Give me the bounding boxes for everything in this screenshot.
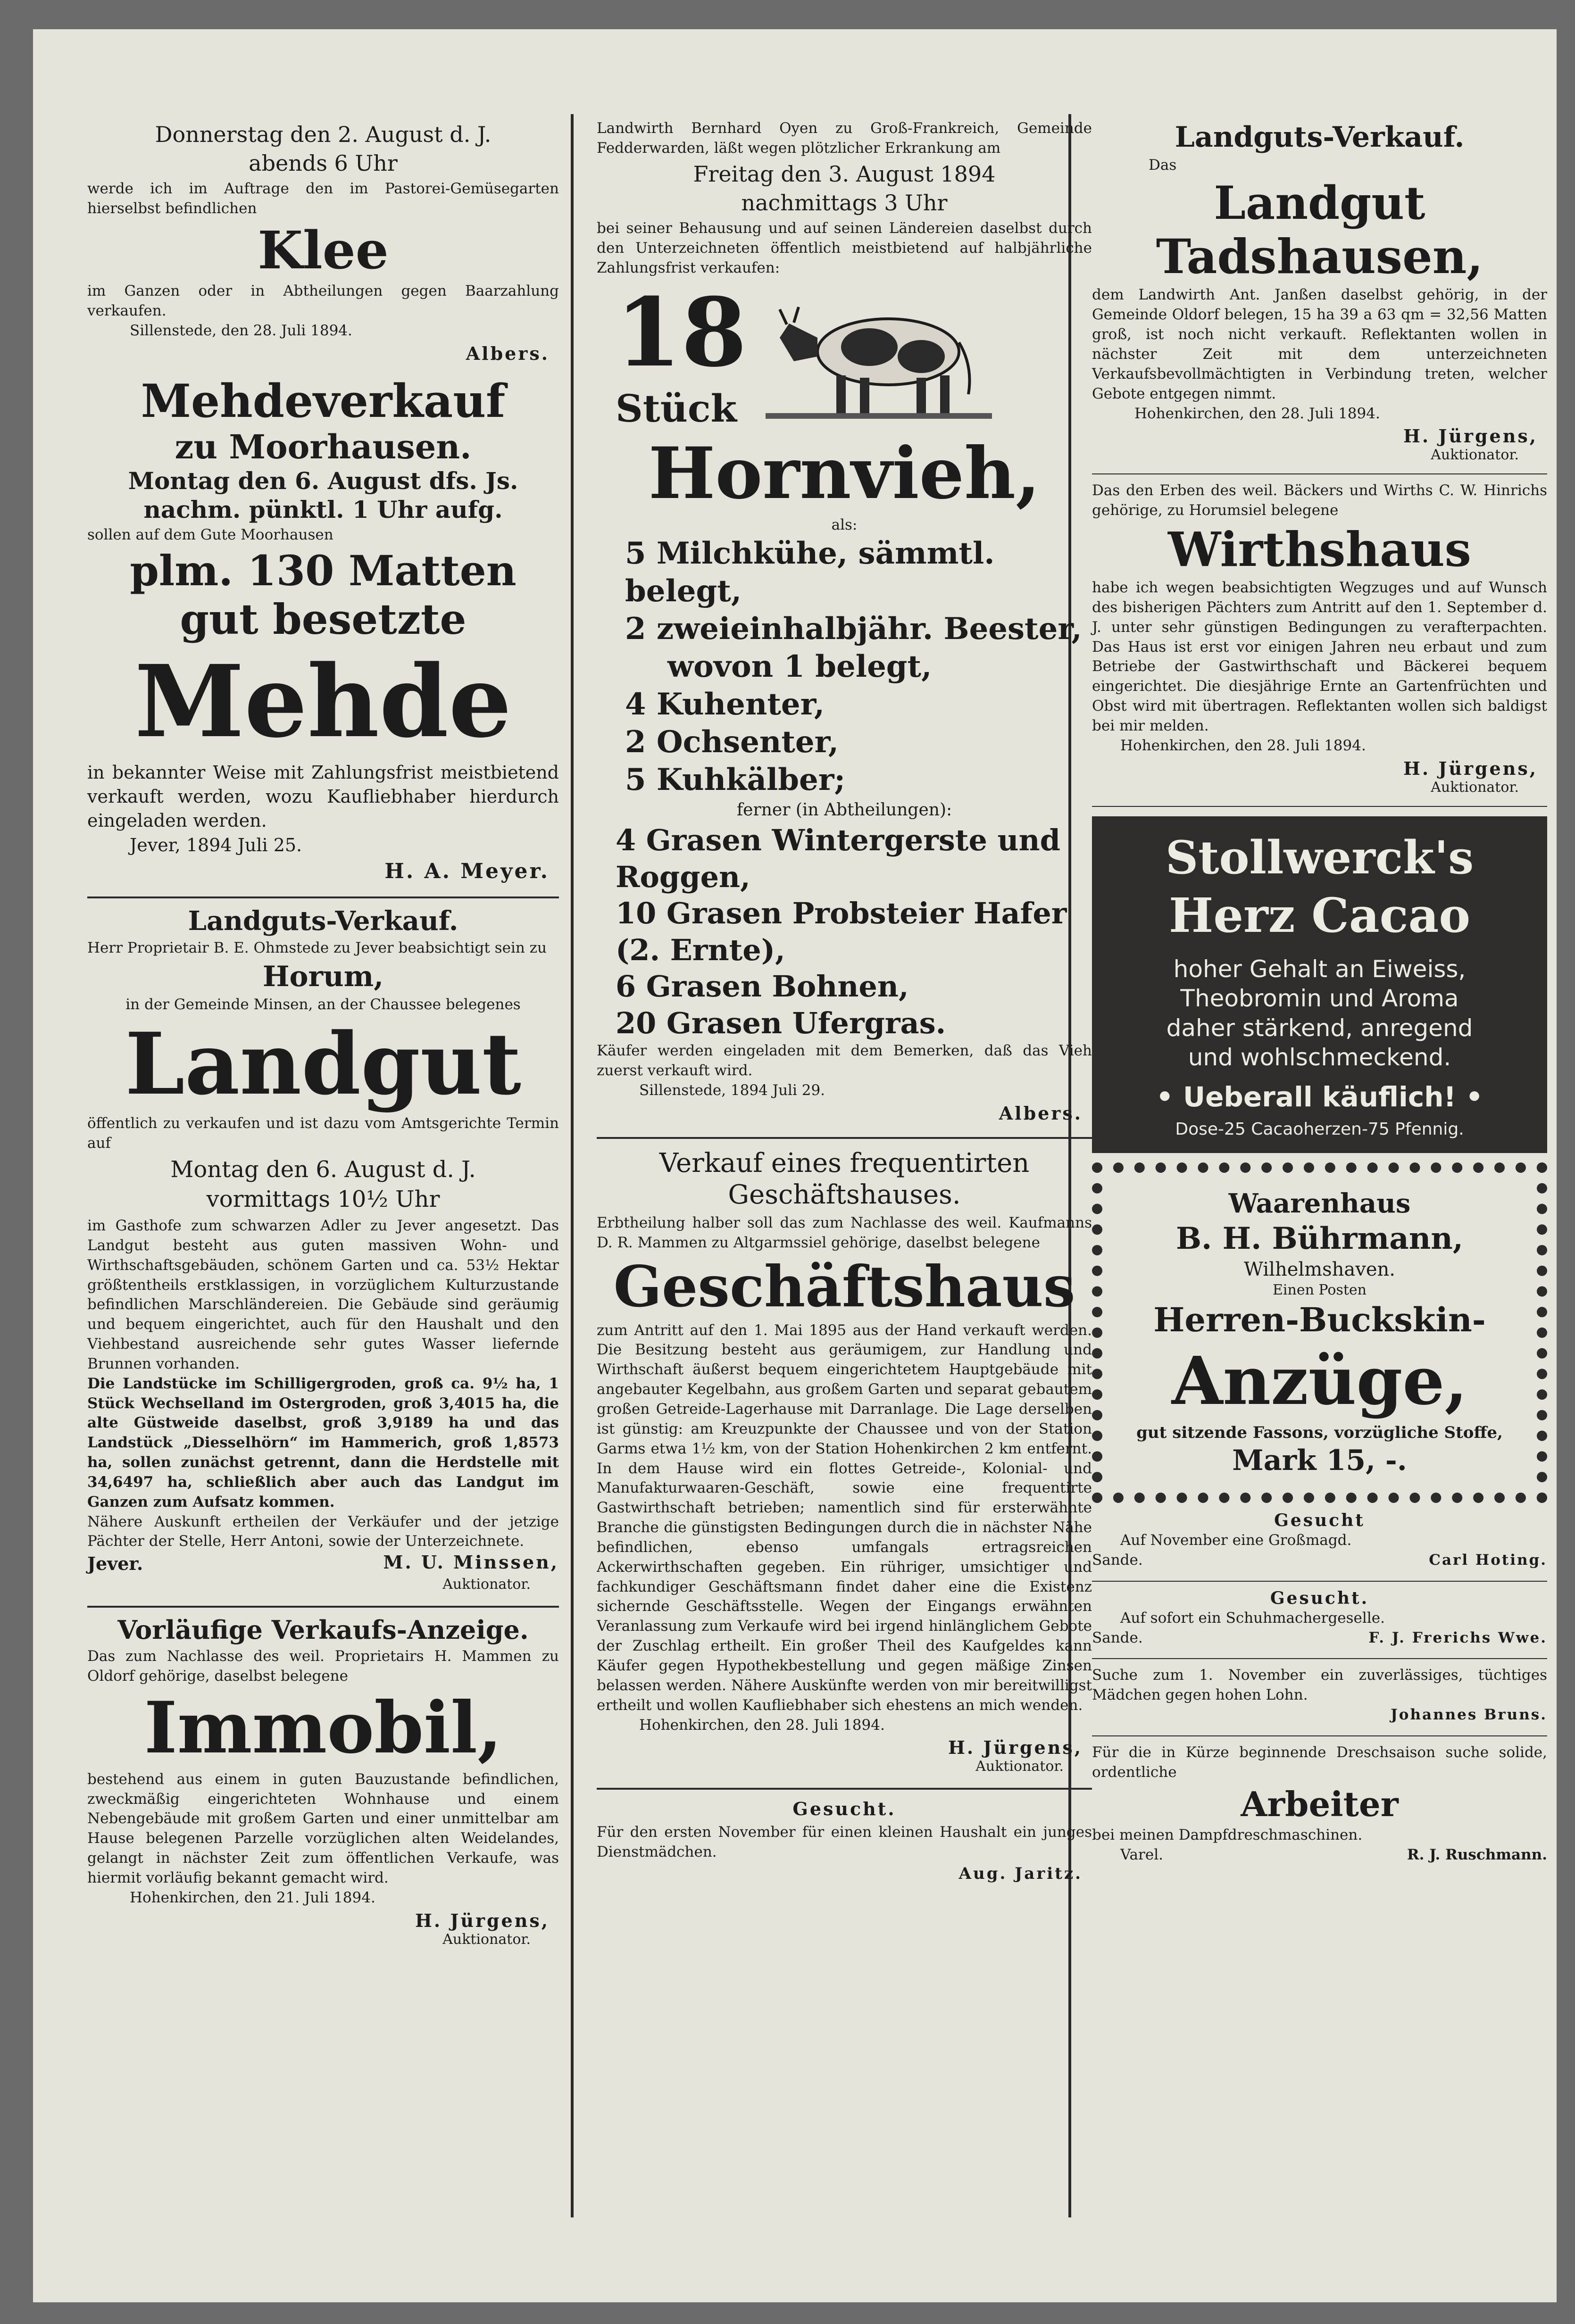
ad-stueck: Stück (616, 386, 737, 431)
ad-head: Landguts-Verkauf. (1175, 121, 1465, 154)
ad-signer: Albers. (466, 342, 550, 364)
ad-head: Gesucht (1274, 1510, 1365, 1530)
ad-date-line: Donnerstag den 2. August d. J. (155, 122, 492, 147)
ad-date-line: Montag den 6. August dfs. Js. (128, 467, 518, 495)
ad-place: Horum, (262, 960, 384, 994)
ad-big-title: Landgut (1214, 176, 1425, 230)
ad-place: Varel. (1120, 1846, 1163, 1863)
ad-place: Sande. (1092, 1551, 1143, 1569)
list-item: 2 zweieinhalbjähr. Beester, (625, 611, 1082, 647)
ad-intro: Das den Erben des weil. Bäckers und Wirths C. W. Hinrichs gehörige, zu Horumsiel belegene (1092, 482, 1547, 519)
ad-line: Herren-Buckskin- (1153, 1300, 1486, 1339)
ad-title: Klee (258, 220, 389, 281)
ad-body: bestehend aus einem in guten Bauzustande befindlichen, zweckmäßig eingerichteten Wohnhause und einem Nebengebäude mit großem Garten und einer unmittelbar am Hause belegenen Parzelle vorzüglichen alten Weidelandes, gelangt in nächster Zeit zum öffentlichen Verkaufe, was hiermit vorläufig bekannt gemacht wird. (87, 1770, 559, 1886)
ad-number: 18 (616, 277, 747, 388)
ad-body: bei seiner Behausung und auf seinen Ländereien daselbst durch den Unterzeichneten öffentlich meistbietend auf halbjährliche Zahlungsfrist verkaufen: (597, 220, 1092, 276)
ad-role: Auktionator. (442, 1931, 531, 1948)
ad-signer: Albers. (999, 1102, 1083, 1124)
list-item: 10 Grasen Probsteier Hafer (2. Ernte), (616, 896, 1067, 967)
ad-date-line: Montag den 6. August d. J. (170, 1156, 476, 1183)
ad-intro: Erbtheilung halber soll das zum Nachlasse des weil. Kaufmanns D. R. Mammen zu Altgarmssiel gehörige, daselbst belegene (597, 1214, 1092, 1251)
ad-big-title: Landgut (125, 1014, 521, 1114)
ad-body: Auf sofort ein Schuhmachergeselle. (1120, 1609, 1385, 1627)
ad-gesucht-dienstmaedchen (597, 1798, 1092, 1883)
ad-tadshausen (1092, 122, 1547, 463)
ad-body: bei meinen Dampfdreschmaschinen. (1092, 1826, 1363, 1843)
ad-gesucht-schuhmacher (1092, 1588, 1547, 1648)
column-rule (571, 114, 574, 2217)
ad-body: dem Landwirth Ant. Janßen daselbst gehörig, in der Gemeinde Oldorf belegen, 15 ha 39 a 63 qm = 32,56 Matten groß, ist noch nicht verkauft. Reflektanten wollen in nächster Zeit mit dem unterzeichneten Verkaufsbevollmächtigten in Verbindung treten, welcher Gebote entgegen nimmt. (1092, 286, 1547, 402)
divider (87, 896, 559, 898)
list-item: 6 Grasen Bohnen, (616, 969, 909, 1004)
list-item: 20 Grasen Ufergras. (616, 1005, 946, 1040)
ad-als: als: (831, 516, 858, 533)
ad-big-title: Arbeiter (1241, 1784, 1399, 1824)
ad-body: Nähere Auskunft ertheilen der Verkäufer und der jetzige Pächter der Stelle, Herr Antoni, sowie der Unterzeichnete. (87, 1513, 559, 1550)
ad-price-line: Dose-25 Cacaoherzen-75 Pfennig. (1175, 1120, 1464, 1139)
ad-signer: Aug. Jaritz. (958, 1864, 1083, 1883)
divider (87, 1606, 559, 1608)
ad-body: Käufer werden eingeladen mit dem Bemerken, daß das Vieh zuerst verkauft wird. (597, 1042, 1092, 1079)
divider (1092, 473, 1547, 474)
ad-date: Sillenstede, den 28. Juli 1894. (130, 322, 352, 339)
list-item: 4 Grasen Wintergerste und Roggen, (616, 823, 1060, 894)
ad-wirthshaus (1092, 481, 1547, 795)
ad-line: Theobromin und Aroma (1180, 985, 1459, 1013)
ad-title: Mehdeverkauf (141, 374, 506, 428)
ad-signer: H. Jürgens, (1403, 425, 1538, 447)
brand-name: Stollwerck's (1165, 830, 1474, 884)
ad-mehdeverkauf (87, 376, 559, 883)
ad-intro: werde ich im Auftrage den im Pastorei-Gemüsegarten hierselbst befindlichen (87, 180, 559, 217)
ad-signer: M. U. Minssen, (383, 1552, 559, 1573)
list-item: 2 Ochsenter, (625, 724, 839, 760)
ad-body: Für den ersten November für einen kleinen Haushalt ein junges Dienstmädchen. (597, 1823, 1092, 1860)
ad-intro: Das zum Nachlasse des weil. Proprietairs H. Mammen zu Oldorf gehörige, daselbst belegene (87, 1648, 559, 1685)
ad-big-title-2: Tadshausen, (1156, 229, 1483, 285)
ad-signer: H. Jürgens, (1403, 757, 1538, 779)
ad-date: Hohenkirchen, den 28. Juli 1894. (1134, 405, 1380, 422)
store-city: Wilhelmshaven. (1243, 1259, 1396, 1281)
ad-price: Mark 15, -. (1232, 1444, 1407, 1477)
divider (597, 1137, 1092, 1139)
divider (1092, 1735, 1547, 1736)
ad-intro: Herr Proprietair B. E. Ohmstede zu Jever beabsichtigt sein zu (87, 939, 547, 957)
ad-body: im Gasthofe zum schwarzen Adler zu Jever angesetzt. Das Landgut besteht aus guten massiven Wohn- und Wirthschaftsgebäuden, schönem Garten und ca. 53½ Hektar größtentheils erstklassigen, in vorzüglichem Kulturzustande befindlichen Marschländereien. Die Gebäude sind geräumig und bequem eingerichtet, auch für den Haushalt und den Viehbestand ausreichende sehr gutes Wasser liefernde Brunnen vorhanden. (87, 1217, 559, 1372)
ad-head: Vorläufige Verkaufs-Anzeige. (117, 1614, 529, 1645)
ad-where: in der Gemeinde Minsen, an der Chaussee belegenes (125, 996, 521, 1013)
ad-maedchen (1092, 1666, 1547, 1725)
ad-line: daher stärkend, anregend (1166, 1014, 1473, 1042)
ad-hornvieh (597, 119, 1092, 1124)
ad-arbeiter (1092, 1743, 1547, 1865)
list-item: 5 Milchkühe, sämmtl. belegt, (625, 536, 995, 609)
ad-date: Hohenkirchen, den 28. Juli 1894. (639, 1716, 885, 1734)
ad-landgut-horum (87, 907, 559, 1593)
ad-immobil (87, 1616, 559, 1948)
ad-das: Das (1149, 157, 1177, 174)
ad-geschaeftshaus (597, 1147, 1092, 1775)
ad-role: Auktionator. (442, 1576, 531, 1593)
ad-head: Verkauf eines frequentirten Geschäftshauses. (659, 1147, 1030, 1210)
list-item: 5 Kuhkälber; (625, 762, 846, 798)
divider (1092, 1581, 1547, 1582)
ad-body: in bekannter Weise mit Zahlungsfrist meistbietend verkauft werden, wozu Kaufliebhaber hierdurch eingeladen werden. (87, 762, 559, 831)
ad-body: Auf November eine Großmagd. (1120, 1531, 1352, 1549)
ad-gesucht-grossmagd (1092, 1511, 1547, 1570)
ad-big-title: Anzüge, (1171, 1343, 1468, 1420)
ad-time-line: vormittags 10½ Uhr (206, 1186, 440, 1213)
ad-intro: Landwirth Bernhard Oyen zu Groß-Frankreich, Gemeinde Fedderwarden, läßt wegen plötzlicher Erkrankung am (597, 120, 1092, 157)
column-1 (87, 119, 559, 2217)
ad-big-title: Geschäftshaus (613, 1253, 1075, 1320)
ad-date-line: Freitag den 3. August 1894 (693, 161, 996, 187)
ad-big-title: Mehde (134, 643, 512, 760)
ad-big-title: Immobil, (144, 1686, 502, 1769)
ad-signer: F. J. Frerichs Wwe. (1368, 1629, 1547, 1646)
store-name: B. H. Bührmann, (1175, 1221, 1464, 1257)
ad-body-bold: Die Landstücke im Schilligergroden, groß ca. 9½ ha, 1 Stück Wechselland im Ostergroden, groß 3,4015 ha, die alte Güstweide daselbst, groß 3,9189 ha und das Landstück „Diesselhörn“ im Hammerich, groß 1,8573 ha, sollen zunächst getrennt, dann die Herdstelle mit 34,6497 ha, schließlich aber auch das Landgut im Ganzen zum Aufsatz kommen. (87, 1375, 559, 1511)
column-2 (597, 119, 1092, 2217)
ad-head: Landguts-Verkauf. (188, 905, 458, 937)
ad-subtitle: zu Moorhausen. (175, 427, 472, 467)
ad-line: und wohlschmeckend. (1188, 1044, 1451, 1071)
ad-intro: sollen auf dem Gute Moorhausen (87, 526, 333, 544)
ad-time-line: abends 6 Uhr (249, 150, 398, 176)
ad-role: Auktionator. (975, 1758, 1064, 1775)
newspaper-page (33, 29, 1557, 2302)
ad-time-line: nachm. pünktl. 1 Uhr aufg. (143, 496, 503, 524)
ad-head: Gesucht. (792, 1798, 896, 1820)
ad-quantity-desc: gut besetzte (180, 594, 467, 644)
ad-line: Einen Posten (1273, 1282, 1367, 1299)
ad-buhrmann (1092, 1162, 1547, 1503)
ad-signer: H. Jürgens, (415, 1909, 550, 1931)
cow-illustration (766, 281, 992, 432)
divider (597, 1788, 1092, 1790)
ad-line: hoher Gehalt an Eiweiss, (1173, 955, 1466, 983)
ad-intro: Für die in Kürze beginnende Dreschsaison suche solide, ordentliche (1092, 1743, 1547, 1781)
ad-ferner: ferner (in Abtheilungen): (736, 800, 952, 820)
ad-date: Hohenkirchen, den 21. Juli 1894. (130, 1889, 375, 1906)
ad-time-line: nachmittags 3 Uhr (741, 190, 948, 216)
ad-place: Jever. (87, 1553, 143, 1575)
product-name: Herz Cacao (1168, 887, 1471, 943)
ad-quantity: plm. 130 Matten (130, 546, 517, 596)
livestock-list (597, 535, 1092, 799)
ad-signer: R. J. Ruschmann. (1407, 1846, 1547, 1863)
ad-date: Sillenstede, 1894 Juli 29. (639, 1081, 825, 1099)
ad-signer: H. A. Meyer. (384, 859, 550, 883)
ad-role: Auktionator. (1431, 447, 1519, 464)
ad-signer: Johannes Bruns. (1391, 1706, 1547, 1724)
ad-line: Waarenhaus (1228, 1188, 1411, 1220)
ad-klee (87, 122, 559, 364)
ad-body: Suche zum 1. November ein zuverlässiges, tüchtiges Mädchen gegen hohen Lohn. (1092, 1667, 1547, 1704)
column-3 (1092, 119, 1547, 2217)
ad-body: zum Antritt auf den 1. Mai 1895 aus der Hand verkauft werden. Die Besitzung besteht aus geräumigem, zur Handlung und Wirthschaft äußerst bequem eingerichtetem Hauptgebäude mit angebauter Kegelbahn, aus großem Garten und separat gebautem großen Getreide-Lagerhause mit Darranlage. Die Lage derselben ist günstig: am Kreuzpunkte der Chaussee und von der Station Garms etwa 1½ km, von der Station Hohenkirchen 2 km entfernt. In dem Hause wird ein flottes Getreide-, Kolonial- und Manufakturwaaren-Geschäft, sowie eine frequentirte Gastwirthschaft betrieben; namentlich sind für ersterwähnte Branche die günstigsten Bedingungen durch die in nächster Nähe befindlichen, ebenso umfangals ertragsreichen Ackerwirthschaften gegeben. Ein rühriger, umsichtiger und fachkundiger Geschäftsmann findet daher eine die Existenz sichernde Geschäftsstelle. Wegen der Eingangs erwähnten Veranlassung zum Verkaufe wird bei irgend hinlänglichem Gebote der Zuschlag ertheilt. Ein großer Theil des Kaufgeldes kann Käufer gegen Hypothekbestellung und gegen mäßige Zinsen belassen werden. Nähere Auskünfte werden von mir bereitwilligst ertheilt und wollen Kaufliebhaber sich ehestens an mich wenden. (597, 1321, 1092, 1714)
ad-slogan: • Ueberall käuflich! • (1156, 1080, 1483, 1113)
divider (1092, 806, 1547, 807)
ad-body: habe ich wegen beabsichtigten Wegzuges und auf Wunsch des bisherigen Pächters zum Antritt auf den 1. September d. J. unter sehr günstigen Bedingungen zu verafterpachten. Das Haus ist erst vor einigen Jahren neu erbaut und zum Betriebe der Gastwirthschaft und Bäckerei bequem eingerichtet. Die diesjährige Ernte an Gartenfrüchten und Obst wird mit übertragen. Reflektanten wollen sich baldigst bei mir melden. (1092, 579, 1547, 734)
list-item: 4 Kuhenter, (625, 687, 825, 722)
crop-list (597, 822, 1092, 1041)
ad-big-title: Hornvieh, (648, 432, 1041, 515)
ad-role: Auktionator. (1431, 779, 1519, 796)
ad-big-title: Wirthshaus (1168, 522, 1471, 578)
ad-head: Gesucht. (1270, 1588, 1369, 1608)
ad-date: Hohenkirchen, den 28. Juli 1894. (1120, 737, 1366, 754)
list-item: wovon 1 belegt, (667, 649, 932, 685)
ad-signer: Carl Hoting. (1429, 1551, 1547, 1569)
divider (1092, 1658, 1547, 1659)
ad-body: im Ganzen oder in Abtheilungen gegen Baarzahlung verkaufen. (87, 282, 559, 319)
ad-body: öffentlich zu verkaufen und ist dazu vom Amtsgerichte Termin auf (87, 1115, 559, 1152)
ad-stollwerck (1092, 816, 1547, 1154)
ad-date: Jever, 1894 Juli 25. (130, 834, 302, 855)
ad-line: gut sitzende Fassons, vorzügliche Stoffe, (1136, 1423, 1503, 1443)
ad-signer: H. Jürgens, (948, 1737, 1083, 1759)
ad-place: Sande. (1092, 1629, 1143, 1646)
